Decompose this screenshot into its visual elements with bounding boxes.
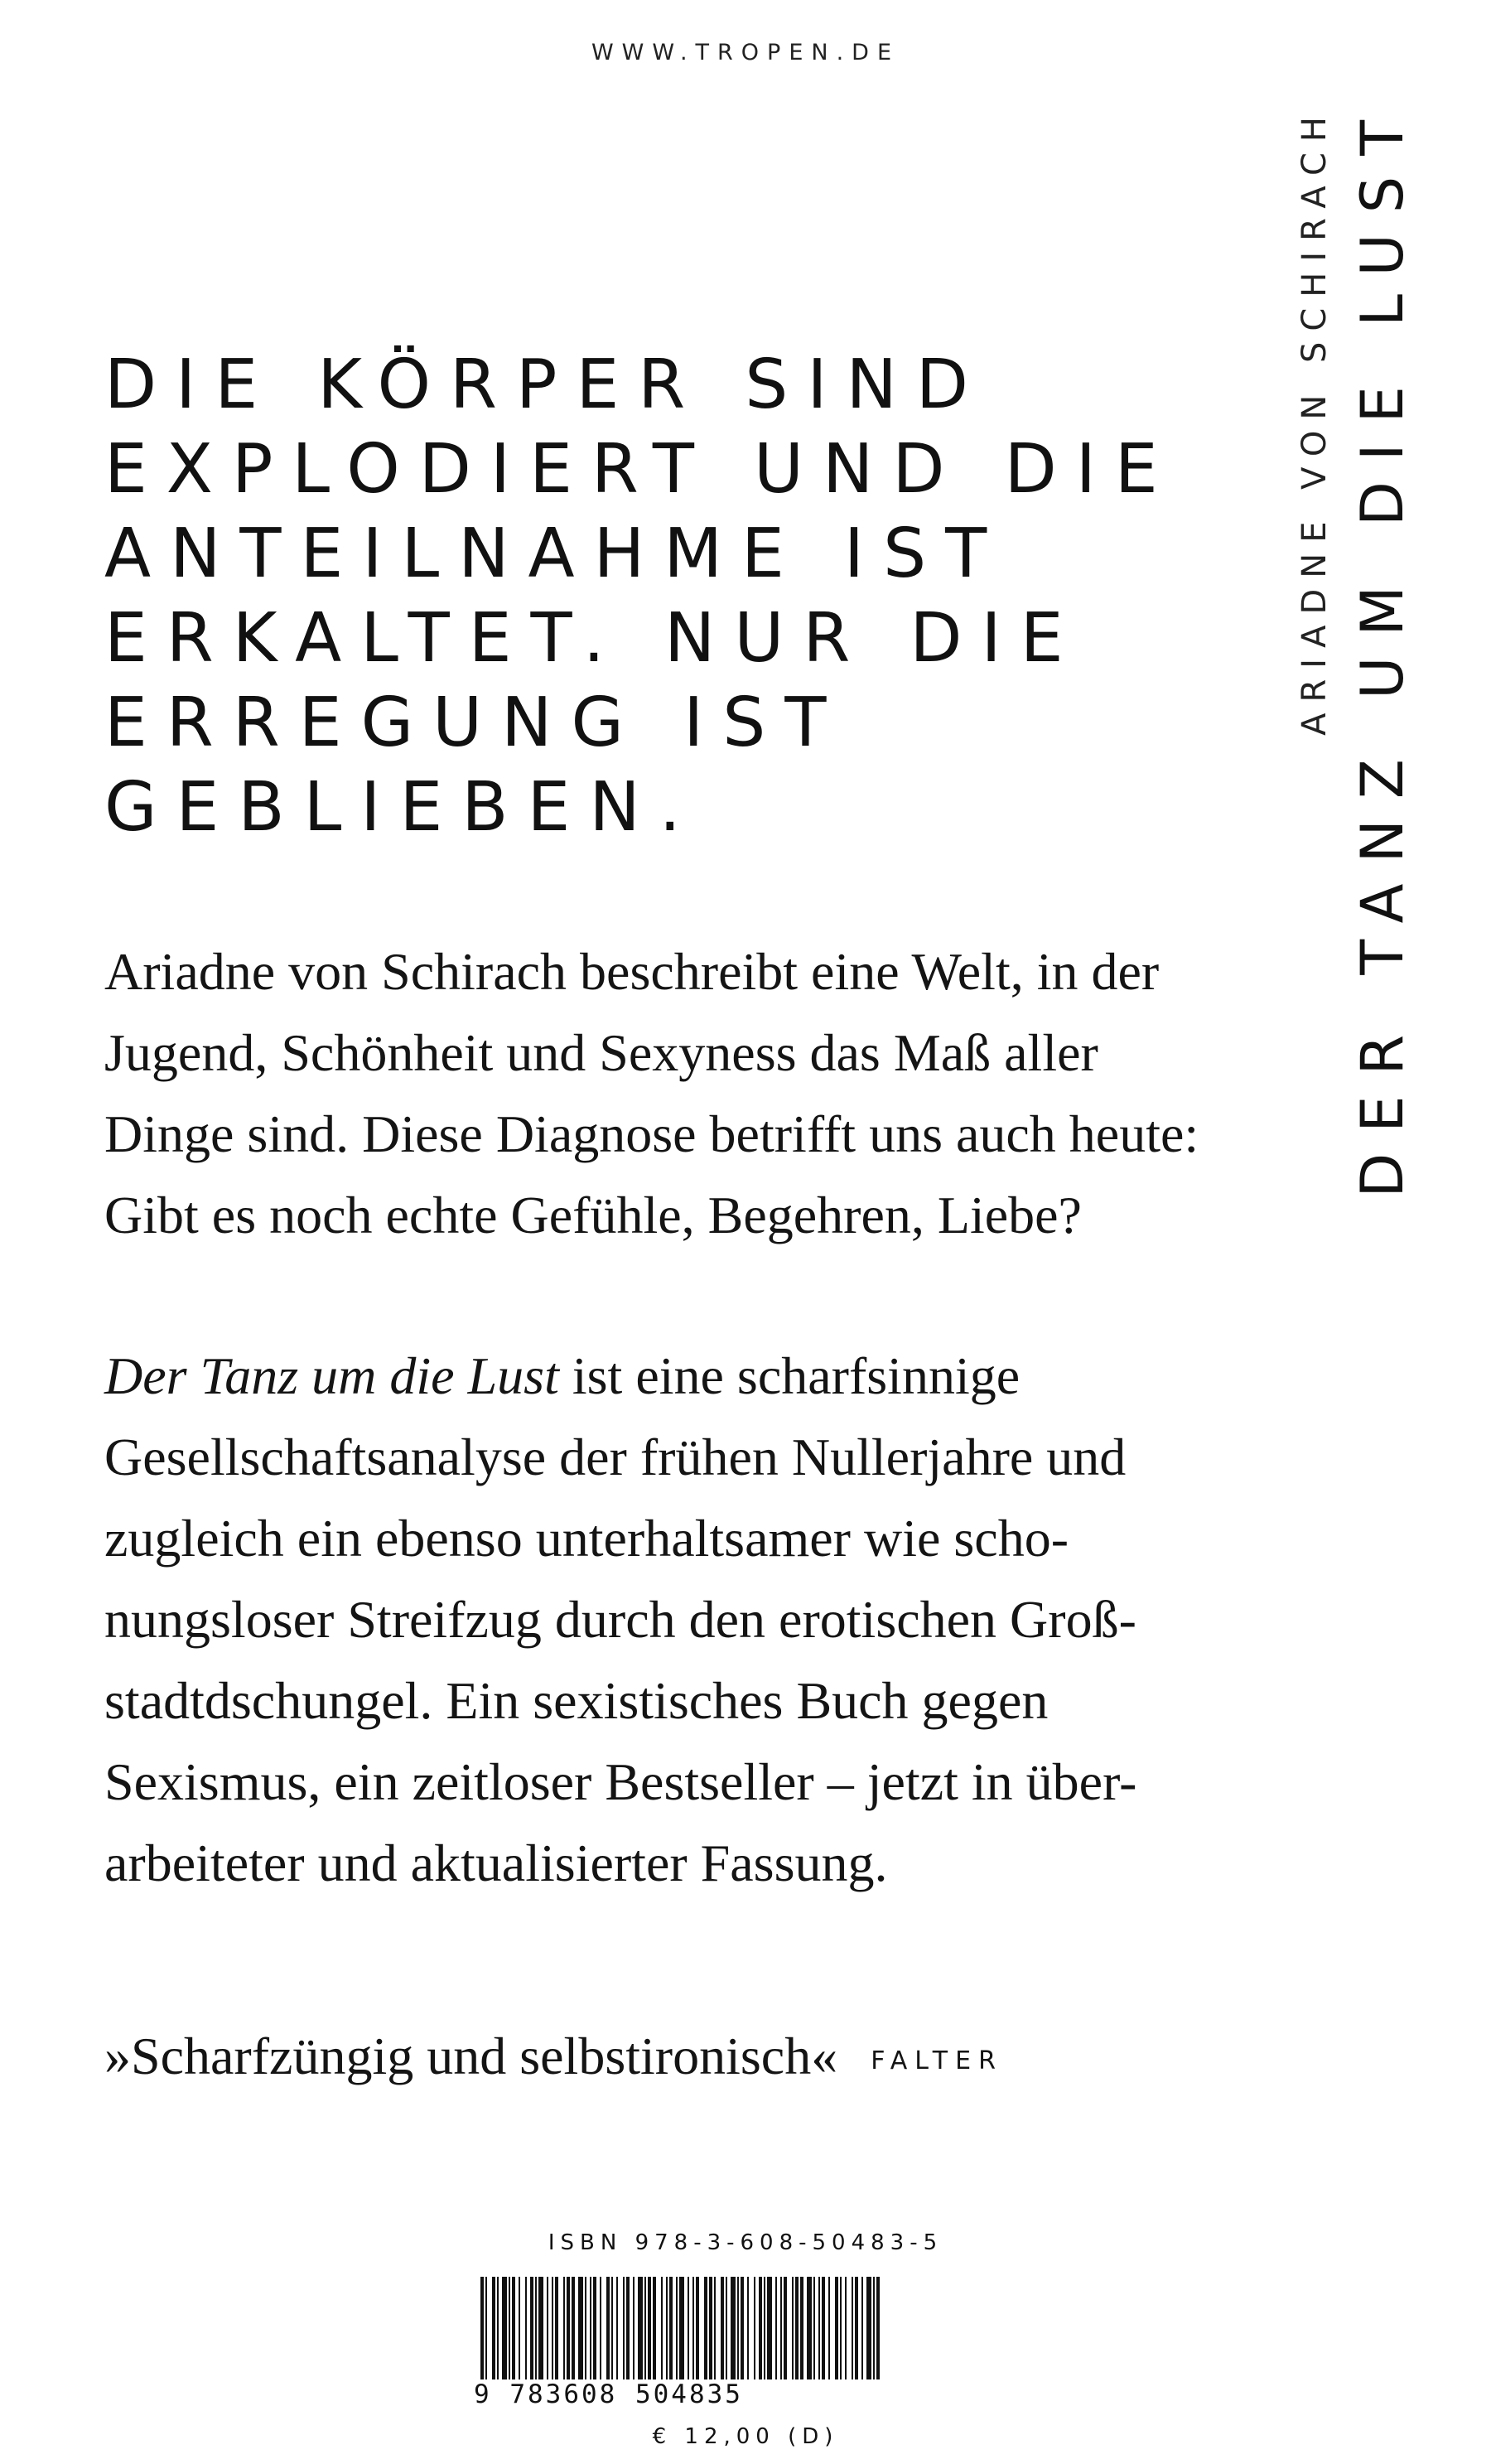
barcode-bar <box>593 2277 596 2379</box>
barcode-bar <box>626 2277 630 2379</box>
barcode-bar <box>552 2277 553 2379</box>
barcode-bar <box>538 2277 543 2379</box>
barcode-bar <box>519 2277 520 2379</box>
blurb-line: Ariadne von Schirach beschreibt eine Welt, in der <box>104 942 1160 1001</box>
headline-line: ANTEILNAHME IST <box>104 515 1006 593</box>
blurb-paragraph-1 <box>104 931 1297 1256</box>
barcode-digits: 9 783608 504835 <box>474 2379 888 2409</box>
barcode-bar <box>861 2277 863 2379</box>
barcode-bar <box>688 2277 689 2379</box>
publisher-url: WWW.TROPEN.DE <box>591 40 900 65</box>
barcode-bar <box>726 2277 727 2379</box>
barcode-bar <box>795 2277 799 2379</box>
barcode-bar <box>828 2277 830 2379</box>
headline <box>104 343 1305 850</box>
barcode-bar <box>737 2277 739 2379</box>
barcode-bar <box>759 2277 762 2379</box>
barcode-bar <box>578 2277 583 2379</box>
barcode-bar <box>590 2277 591 2379</box>
barcode-bar <box>747 2277 749 2379</box>
barcode-bar <box>547 2277 548 2379</box>
barcode-bar <box>822 2277 825 2379</box>
barcode-bar <box>855 2277 858 2379</box>
barcode-bar <box>679 2277 684 2379</box>
barcode-bar <box>866 2277 871 2379</box>
barcode-bar <box>509 2277 510 2379</box>
barcode-bar <box>492 2277 495 2379</box>
barcode-bar <box>648 2277 651 2379</box>
headline-line: ERREGUNG IST <box>104 684 846 762</box>
barcode-bar <box>696 2277 699 2379</box>
barcode <box>469 2277 891 2411</box>
blurb-line: Jugend, Schönheit und Sexyness das Maß aller <box>104 1023 1098 1082</box>
headline-line: EXPLODIERT UND DIE <box>104 430 1177 509</box>
barcode-bar <box>555 2277 558 2379</box>
barcode-bar <box>709 2277 712 2379</box>
isbn-label: ISBN 978-3-608-50483-5 <box>548 2230 943 2255</box>
barcode-bar <box>676 2277 678 2379</box>
barcode-bar <box>775 2277 777 2379</box>
barcode-bar <box>807 2277 812 2379</box>
barcode-bar <box>754 2277 755 2379</box>
blurb-line: Gesellschaftsanalyse der frühen Nullerjahre und <box>104 1428 1127 1486</box>
barcode-bar <box>741 2277 744 2379</box>
barcode-bar <box>835 2277 838 2379</box>
barcode-bar <box>792 2277 794 2379</box>
barcode-bar <box>800 2277 803 2379</box>
barcode-bar <box>767 2277 772 2379</box>
blurb-line: stadtdschungel. Ein sexistisches Buch gegen <box>104 1671 1049 1730</box>
barcode-bar <box>623 2277 625 2379</box>
barcode-bar <box>840 2277 842 2379</box>
barcode-bar <box>764 2277 765 2379</box>
quote-source: FALTER <box>871 2046 1003 2075</box>
barcode-bar <box>704 2277 707 2379</box>
barcode-bar <box>611 2277 613 2379</box>
barcode-bar <box>497 2277 499 2379</box>
price: € 12,00 (D) <box>652 2424 839 2449</box>
barcode-bar <box>644 2277 646 2379</box>
barcode-bar <box>563 2277 565 2379</box>
barcode-bar <box>525 2277 527 2379</box>
barcode-bar <box>845 2277 847 2379</box>
barcode-bar <box>661 2277 663 2379</box>
press-quote <box>104 2023 1003 2094</box>
barcode-bar <box>530 2277 533 2379</box>
blurb-line: Dinge sind. Diese Diagnose betrifft uns auch heute: <box>104 1104 1199 1163</box>
barcode-bar <box>731 2277 736 2379</box>
headline-line: GEBLIEBEN. <box>104 768 700 847</box>
barcode-bar <box>502 2277 507 2379</box>
blurb-line-rest: ist eine scharfsinnige <box>558 1346 1021 1405</box>
barcode-bar <box>616 2277 618 2379</box>
quote-text: »Scharfzüngig und selbstironisch« <box>104 2027 838 2085</box>
barcode-bar <box>714 2277 716 2379</box>
barcode-bar <box>572 2277 575 2379</box>
barcode-bar <box>669 2277 673 2379</box>
barcode-bar <box>784 2277 787 2379</box>
barcode-bar <box>567 2277 570 2379</box>
barcode-bar <box>600 2277 601 2379</box>
blurb-line: arbeiteter und aktualisierter Fassung. <box>104 1834 888 1892</box>
barcode-bar <box>585 2277 586 2379</box>
barcode-bar <box>852 2277 853 2379</box>
barcode-bar <box>535 2277 537 2379</box>
barcode-bar <box>638 2277 643 2379</box>
blurb-paragraph-2 <box>104 1336 1297 1904</box>
barcode-bar <box>653 2277 656 2379</box>
headline-line: ERKALTET. NUR DIE <box>104 599 1083 678</box>
barcode-bar <box>512 2277 515 2379</box>
spine-author: ARIADNE VON SCHIRACH <box>1296 106 1334 736</box>
blurb-line <box>104 1336 1297 1417</box>
blurb-line: Gibt es noch echte Gefühle, Begehren, Liebe? <box>104 1186 1082 1244</box>
book-title-italic: Der Tanz um die Lust <box>104 1346 559 1405</box>
blurb <box>104 931 1297 1904</box>
headline-line: DIE KÖRPER SIND <box>104 345 988 424</box>
blurb-line: zugleich ein ebenso unterhaltsamer wie scho- <box>104 1509 1069 1568</box>
blurb-line: Sexismus, ein zeitloser Bestseller – jetzt in über- <box>104 1752 1137 1811</box>
spine-title: DER TANZ UM DIE LUST <box>1349 99 1416 1198</box>
blurb-line: nungsloser Streifzug durch den erotischen Groß- <box>104 1590 1136 1649</box>
barcode-bar <box>606 2277 610 2379</box>
barcode-bar <box>721 2277 724 2379</box>
barcode-bar <box>780 2277 782 2379</box>
barcode-bar <box>692 2277 694 2379</box>
barcode-bar <box>633 2277 635 2379</box>
barcode-bar <box>666 2277 668 2379</box>
